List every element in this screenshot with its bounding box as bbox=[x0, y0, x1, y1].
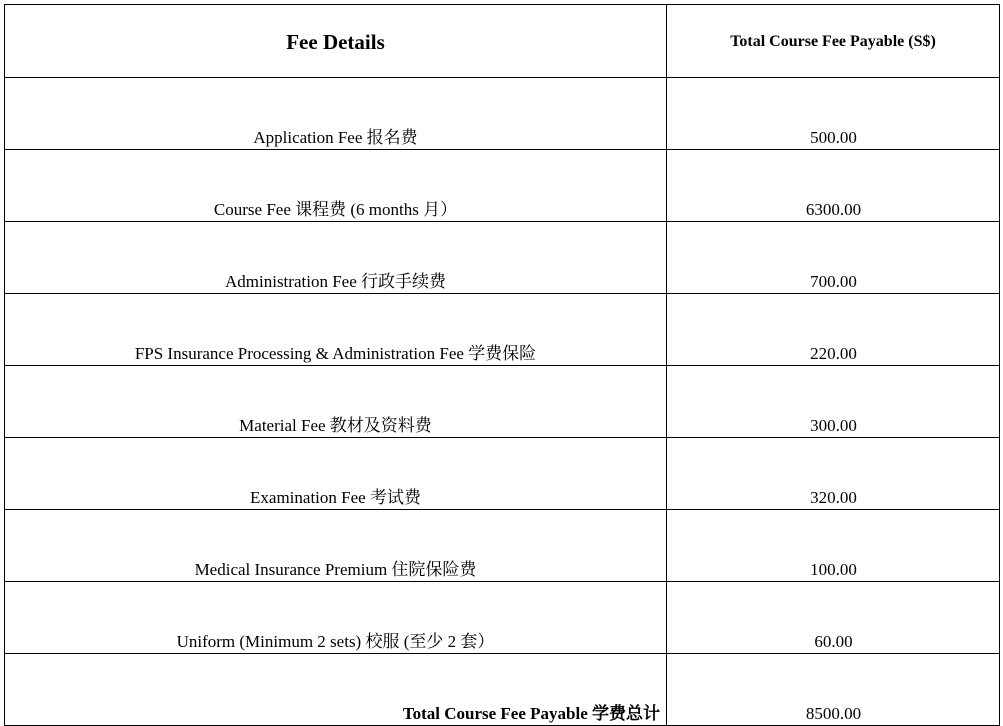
fee-label: Material Fee 教材及资料费 bbox=[5, 366, 667, 438]
fee-label: Examination Fee 考试费 bbox=[5, 438, 667, 510]
table-header-row bbox=[5, 5, 1000, 78]
fee-label: Uniform (Minimum 2 sets) 校服 (至少 2 套） bbox=[5, 582, 667, 654]
table-row bbox=[5, 222, 1000, 294]
table-row bbox=[5, 294, 1000, 366]
fee-amount: 300.00 bbox=[667, 366, 1000, 438]
fee-amount: 320.00 bbox=[667, 438, 1000, 510]
fee-label: Course Fee 课程费 (6 months 月） bbox=[5, 150, 667, 222]
table-row bbox=[5, 150, 1000, 222]
total-label: Total Course Fee Payable 学费总计 bbox=[5, 654, 667, 726]
fee-amount: 6300.00 bbox=[667, 150, 1000, 222]
fee-label: Application Fee 报名费 bbox=[5, 78, 667, 150]
fee-amount: 500.00 bbox=[667, 78, 1000, 150]
fee-amount: 60.00 bbox=[667, 582, 1000, 654]
table-row bbox=[5, 582, 1000, 654]
total-amount: 8500.00 bbox=[667, 654, 1000, 726]
fee-amount: 220.00 bbox=[667, 294, 1000, 366]
fee-amount: 100.00 bbox=[667, 510, 1000, 582]
fee-table bbox=[4, 4, 1000, 726]
fee-label: Medical Insurance Premium 住院保险费 bbox=[5, 510, 667, 582]
total-row bbox=[5, 654, 1000, 726]
table-row bbox=[5, 438, 1000, 510]
fee-label: Administration Fee 行政手续费 bbox=[5, 222, 667, 294]
total-payable-header: Total Course Fee Payable (S$) bbox=[667, 5, 1000, 78]
table-row bbox=[5, 78, 1000, 150]
fee-amount: 700.00 bbox=[667, 222, 1000, 294]
fee-details-header: Fee Details bbox=[5, 5, 667, 78]
table-row bbox=[5, 366, 1000, 438]
table-row bbox=[5, 510, 1000, 582]
fee-label: FPS Insurance Processing & Administration Fee 学费保险 bbox=[5, 294, 667, 366]
